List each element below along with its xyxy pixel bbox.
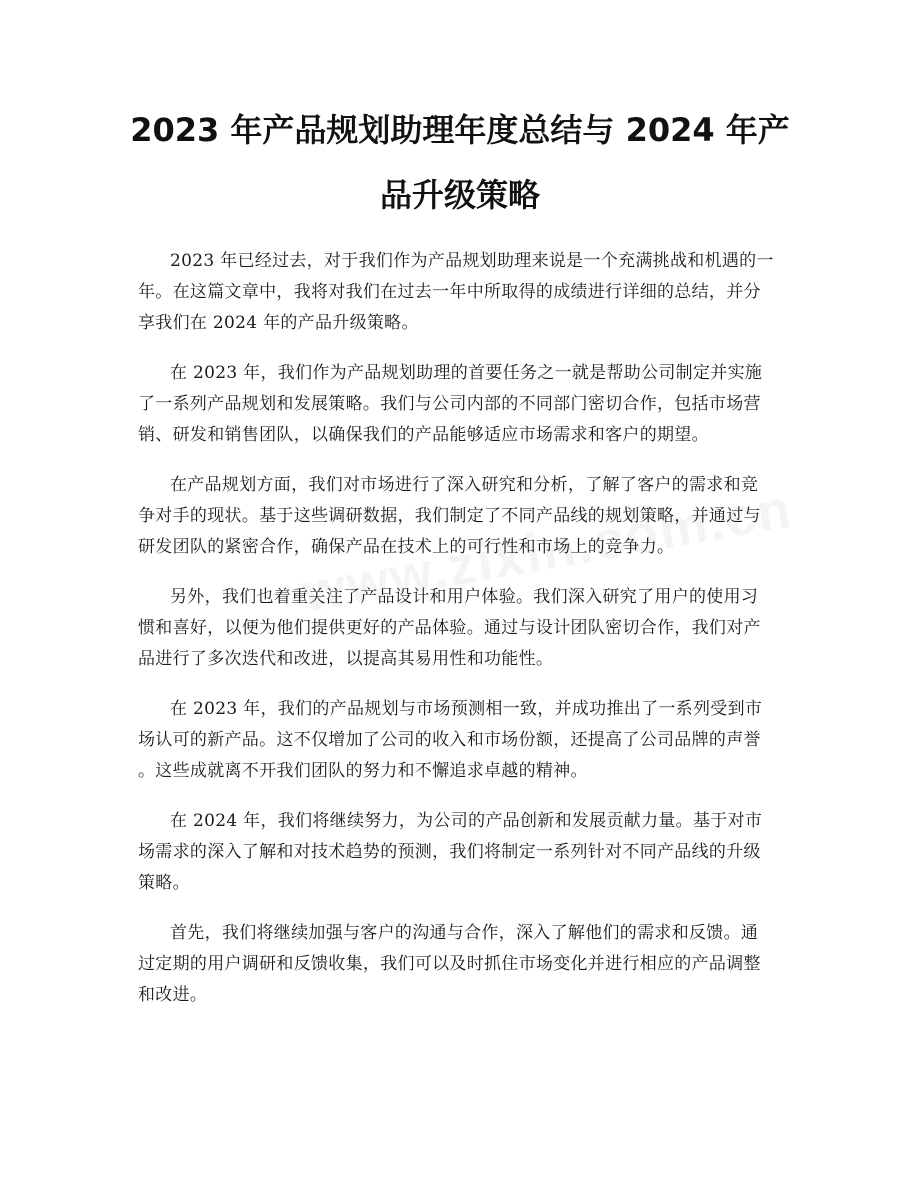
paragraph-line: 在 2024 年，我们将继续努力，为公司的产品创新和发展贡献力量。基于对市 (170, 811, 763, 831)
document-body (138, 246, 786, 1030)
paragraph-design-ux (138, 582, 786, 675)
title-line: 品升级策略 (379, 176, 540, 214)
paragraph-line: 另外，我们也着重关注了产品设计和用户体验。我们深入研究了用户的使用习 (170, 587, 759, 607)
paragraph-line: 争对手的现状。基于这些调研数据，我们制定了不同产品线的规划策略，并通过与 (138, 506, 761, 526)
paragraph-line: 和改进。 (138, 985, 208, 1005)
document-title (120, 98, 800, 228)
paragraph-line: 了一系列产品规划和发展策略。我们与公司内部的不同部门密切合作，包括市场营 (138, 394, 761, 414)
paragraph-line: 场认可的新产品。这不仅增加了公司的收入和市场份额，还提高了公司品牌的声誉 (138, 730, 761, 750)
paragraph-line: 场需求的深入了解和对技术趋势的预测，我们将制定一系列针对不同产品线的升级 (138, 842, 761, 862)
paragraph-line: 2023 年已经过去，对于我们作为产品规划助理来说是一个充满挑战和机遇的一 (170, 251, 774, 271)
paragraph-line: 研发团队的紧密合作，确保产品在技术上的可行性和市场上的竞争力。 (138, 537, 675, 557)
paragraph-line: 品进行了多次迭代和改进，以提高其易用性和功能性。 (138, 649, 554, 669)
paragraph-line: 享我们在 2024 年的产品升级策略。 (138, 313, 419, 333)
paragraph-2024-plan (138, 806, 786, 899)
paragraph-2023-tasks (138, 358, 786, 451)
paragraph-intro (138, 246, 786, 339)
paragraph-achievements (138, 694, 786, 787)
paragraph-line: 首先，我们将继续加强与客户的沟通与合作，深入了解他们的需求和反馈。通 (170, 923, 759, 943)
paragraph-line: 过定期的用户调研和反馈收集，我们可以及时抓住市场变化并进行相应的产品调整 (138, 954, 761, 974)
paragraph-line: 策略。 (138, 873, 190, 893)
paragraph-product-planning (138, 470, 786, 563)
paragraph-line: 在 2023 年，我们作为产品规划助理的首要任务之一就是帮助公司制定并实施 (170, 363, 763, 383)
paragraph-line: 。这些成就离不开我们团队的努力和不懈追求卓越的精神。 (138, 761, 588, 781)
paragraph-line: 年。在这篇文章中，我将对我们在过去一年中所取得的成绩进行详细的总结，并分 (138, 282, 761, 302)
paragraph-line: 惯和喜好，以便为他们提供更好的产品体验。通过与设计团队密切合作，我们对产 (138, 618, 761, 638)
paragraph-line: 在产品规划方面，我们对市场进行了深入研究和分析，了解了客户的需求和竞 (170, 475, 759, 495)
paragraph-line: 在 2023 年，我们的产品规划与市场预测相一致，并成功推出了一系列受到市 (170, 699, 763, 719)
paragraph-line: 销、研发和销售团队，以确保我们的产品能够适应市场需求和客户的期望。 (138, 425, 709, 445)
title-line: 2023 年产品规划助理年度总结与 2024 年产 (130, 111, 790, 149)
paragraph-customer-communication (138, 918, 786, 1011)
